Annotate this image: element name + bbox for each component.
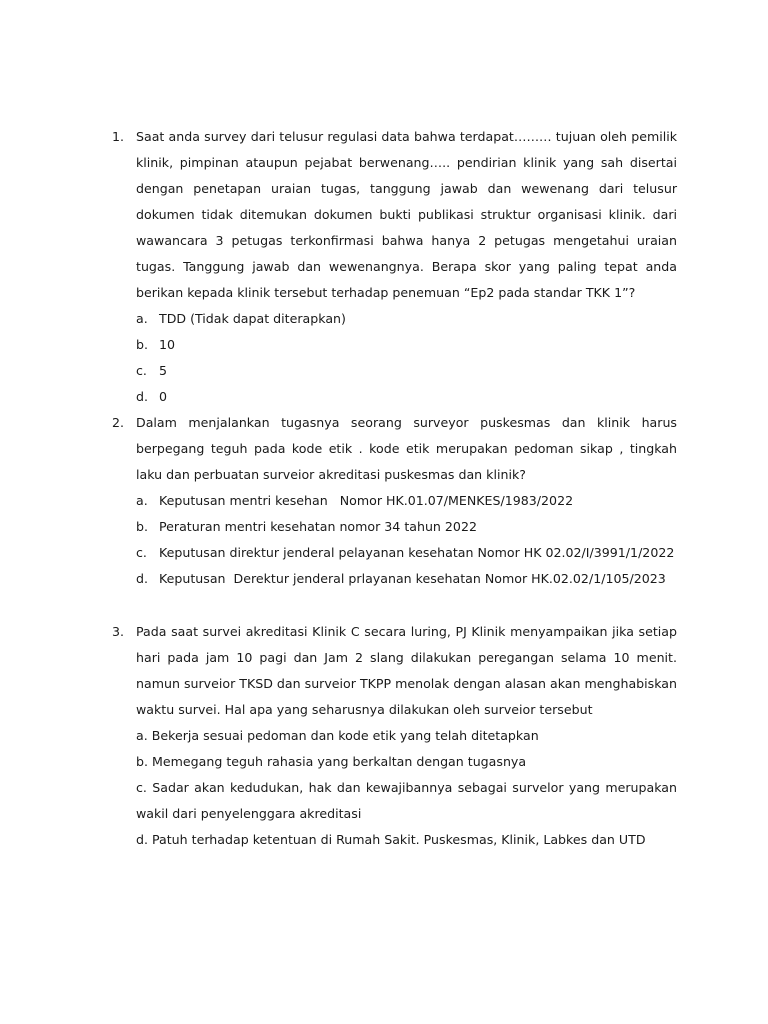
question-2 — [112, 410, 677, 592]
question-body — [136, 619, 677, 853]
option-c — [136, 358, 677, 384]
option-letter: c. — [136, 545, 147, 560]
option-text: 5 — [159, 363, 168, 378]
option-letter: a. — [136, 311, 148, 326]
option-letter: a. — [136, 493, 148, 508]
question-number: 1. — [112, 129, 125, 144]
question-body — [136, 410, 677, 592]
option-text: Peraturan mentri kesehatan nomor 34 tahun 2022 — [159, 519, 477, 534]
option-text: TDD (Tidak dapat diterapkan) — [159, 311, 346, 326]
option-b — [136, 514, 677, 540]
option-d — [136, 384, 677, 410]
question-text: Pada saat survei akreditasi Klinik C secara luring, PJ Klinik menyampaikan jika setiap hari pada jam 10 pagi dan Jam 2 slang dilakukan peregangan selama 10 menit. namun surveior TKSD dan surveior TKPP menolak dengan alasan akan menghabiskan waktu survei. Hal apa yang seharusnya dilakukan oleh surveior tersebut — [136, 624, 677, 717]
question-text: Saat anda survey dari telusur regulasi data bahwa terdapat……… tujuan oleh pemilik klinik, pimpinan ataupun pejabat berwenang….. pendirian klinik yang sah disertai dengan penetapan uraian tugas, tanggung jawab dan wewenang dari telusur dokumen tidak ditemukan dokumen bukti publikasi struktur organisasi klinik. dari wawancara 3 petugas terkonfirmasi bahwa hanya 2 petugas mengetahui uraian tugas. Tanggung jawab dan wewenangnya. Berapa skor yang paling tepat anda berikan kepada klinik tersebut terhadap penemuan “Ep2 pada standar TKK 1”? — [136, 129, 677, 300]
option-text: Keputusan Derektur jenderal prlayanan kesehatan Nomor HK.02.02/1/105/2023 — [159, 571, 666, 586]
option-b — [136, 332, 677, 358]
option-letter: d. — [136, 389, 148, 404]
question-body — [136, 124, 677, 410]
question-1 — [112, 124, 677, 410]
option-a — [136, 488, 677, 514]
question-number: 2. — [112, 415, 125, 430]
option-letter: c. — [136, 363, 147, 378]
option-a: a. Bekerja sesuai pedoman dan kode etik yang telah ditetapkan — [136, 728, 539, 743]
option-text: Keputusan mentri kesehan Nomor HK.01.07/MENKES/1983/2022 — [159, 493, 574, 508]
option-text: 0 — [159, 389, 168, 404]
question-text: Dalam menjalankan tugasnya seorang surveyor puskesmas dan klinik harus berpegang teguh pada kode etik . kode etik merupakan pedoman sikap , tingkah laku dan perbuatan surveior akreditasi puskesmas dan klinik? — [136, 415, 677, 482]
option-text: 10 — [159, 337, 176, 352]
option-c: c. Sadar akan kedudukan, hak dan kewajibannya sebagai survelor yang merupakan wakil dari penyelenggara akreditasi — [136, 780, 677, 821]
option-c — [136, 540, 677, 566]
option-letter: d. — [136, 571, 148, 586]
option-d — [136, 566, 677, 592]
question-number: 3. — [112, 624, 125, 639]
option-d: d. Patuh terhadap ketentuan di Rumah Sakit. Puskesmas, Klinik, Labkes dan UTD — [136, 832, 646, 847]
option-b: b. Memegang teguh rahasia yang berkaltan dengan tugasnya — [136, 754, 527, 769]
option-letter: b. — [136, 337, 148, 352]
option-letter: b. — [136, 519, 148, 534]
option-text: Keputusan direktur jenderal pelayanan kesehatan Nomor HK 02.02/I/3991/1/2022 — [159, 545, 675, 560]
option-a — [136, 306, 677, 332]
question-3 — [112, 619, 677, 853]
